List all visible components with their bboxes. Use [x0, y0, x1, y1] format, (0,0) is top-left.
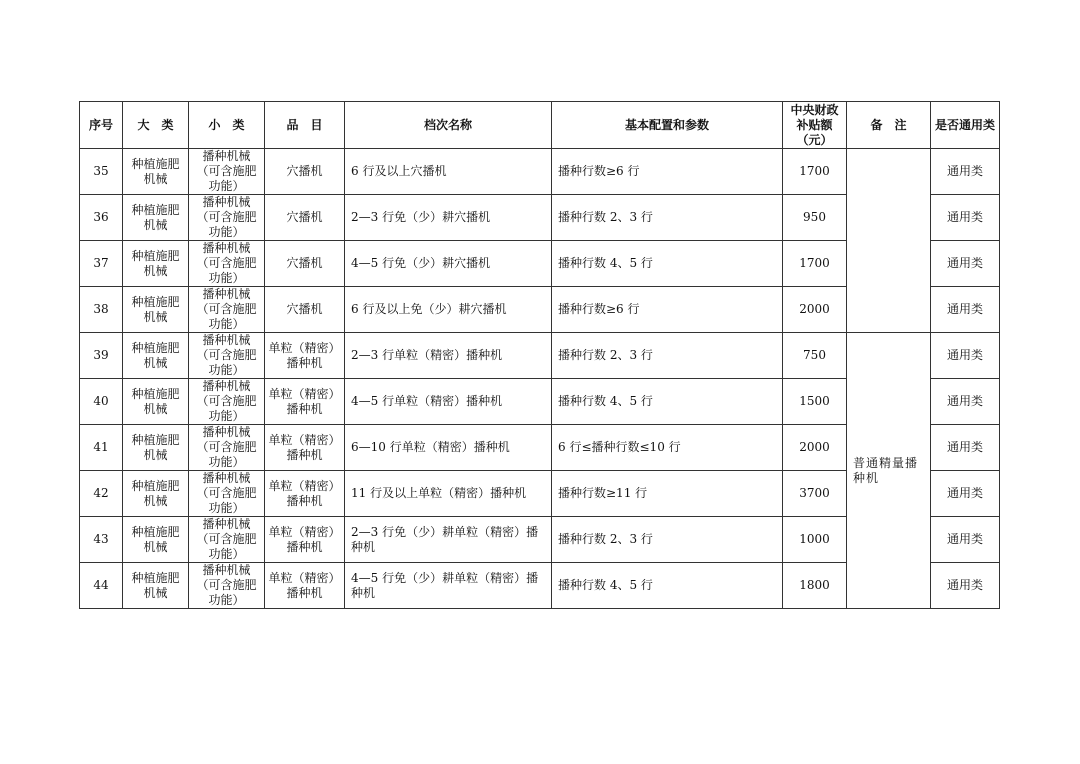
cell-general: 通用类 [931, 471, 1000, 517]
cell-item: 穴播机 [265, 287, 345, 333]
cell-item: 单粒（精密）播种机 [265, 425, 345, 471]
cell-config: 6 行≤播种行数≤10 行 [552, 425, 783, 471]
cell-subsidy: 2000 [783, 425, 847, 471]
cell-major: 种植施肥机械 [123, 287, 189, 333]
cell-subsidy: 950 [783, 195, 847, 241]
cell-general: 通用类 [931, 425, 1000, 471]
header-seq: 序号 [80, 102, 123, 149]
header-subsidy: 中央财政补贴额（元） [783, 102, 847, 149]
cell-minor: 播种机械（可含施肥功能） [189, 287, 265, 333]
cell-seq: 38 [80, 287, 123, 333]
cell-major: 种植施肥机械 [123, 471, 189, 517]
cell-subsidy: 2000 [783, 287, 847, 333]
cell-minor: 播种机械（可含施肥功能） [189, 563, 265, 609]
cell-minor: 播种机械（可含施肥功能） [189, 425, 265, 471]
cell-general: 通用类 [931, 149, 1000, 195]
cell-general: 通用类 [931, 333, 1000, 379]
table-row [80, 333, 1000, 379]
cell-minor: 播种机械（可含施肥功能） [189, 149, 265, 195]
cell-minor: 播种机械（可含施肥功能） [189, 333, 265, 379]
cell-grade: 4—5 行单粒（精密）播种机 [345, 379, 552, 425]
cell-major: 种植施肥机械 [123, 425, 189, 471]
cell-general: 通用类 [931, 287, 1000, 333]
cell-config: 播种行数 2、3 行 [552, 195, 783, 241]
cell-config: 播种行数 4、5 行 [552, 563, 783, 609]
cell-seq: 44 [80, 563, 123, 609]
cell-general: 通用类 [931, 241, 1000, 287]
cell-subsidy: 1500 [783, 379, 847, 425]
cell-major: 种植施肥机械 [123, 563, 189, 609]
cell-config: 播种行数 4、5 行 [552, 379, 783, 425]
cell-grade: 2—3 行免（少）耕单粒（精密）播种机 [345, 517, 552, 563]
cell-major: 种植施肥机械 [123, 379, 189, 425]
cell-remark-empty [847, 149, 931, 333]
cell-config: 播种行数 2、3 行 [552, 333, 783, 379]
cell-grade: 4—5 行免（少）耕穴播机 [345, 241, 552, 287]
cell-general: 通用类 [931, 379, 1000, 425]
cell-config: 播种行数≥11 行 [552, 471, 783, 517]
cell-grade: 6 行及以上穴播机 [345, 149, 552, 195]
cell-grade: 6—10 行单粒（精密）播种机 [345, 425, 552, 471]
cell-item: 单粒（精密）播种机 [265, 333, 345, 379]
header-remark: 备 注 [847, 102, 931, 149]
cell-minor: 播种机械（可含施肥功能） [189, 241, 265, 287]
cell-general: 通用类 [931, 517, 1000, 563]
cell-remark: 普通精量播种机 [847, 333, 931, 609]
header-item: 品 目 [265, 102, 345, 149]
cell-subsidy: 1700 [783, 149, 847, 195]
header-minor: 小 类 [189, 102, 265, 149]
cell-config: 播种行数≥6 行 [552, 149, 783, 195]
cell-config: 播种行数 2、3 行 [552, 517, 783, 563]
header-grade: 档次名称 [345, 102, 552, 149]
cell-item: 穴播机 [265, 195, 345, 241]
cell-config: 播种行数≥6 行 [552, 287, 783, 333]
cell-grade: 11 行及以上单粒（精密）播种机 [345, 471, 552, 517]
cell-major: 种植施肥机械 [123, 333, 189, 379]
header-major: 大 类 [123, 102, 189, 149]
cell-subsidy: 1000 [783, 517, 847, 563]
cell-config: 播种行数 4、5 行 [552, 241, 783, 287]
cell-seq: 41 [80, 425, 123, 471]
cell-seq: 37 [80, 241, 123, 287]
cell-item: 单粒（精密）播种机 [265, 379, 345, 425]
cell-item: 穴播机 [265, 241, 345, 287]
cell-grade: 4—5 行免（少）耕单粒（精密）播种机 [345, 563, 552, 609]
table-row [80, 149, 1000, 195]
cell-general: 通用类 [931, 563, 1000, 609]
cell-general: 通用类 [931, 195, 1000, 241]
cell-seq: 42 [80, 471, 123, 517]
cell-item: 单粒（精密）播种机 [265, 471, 345, 517]
cell-subsidy: 750 [783, 333, 847, 379]
cell-item: 单粒（精密）播种机 [265, 517, 345, 563]
cell-seq: 36 [80, 195, 123, 241]
cell-minor: 播种机械（可含施肥功能） [189, 471, 265, 517]
cell-minor: 播种机械（可含施肥功能） [189, 379, 265, 425]
cell-minor: 播种机械（可含施肥功能） [189, 517, 265, 563]
cell-seq: 43 [80, 517, 123, 563]
cell-major: 种植施肥机械 [123, 241, 189, 287]
cell-major: 种植施肥机械 [123, 517, 189, 563]
cell-minor: 播种机械（可含施肥功能） [189, 195, 265, 241]
cell-subsidy: 3700 [783, 471, 847, 517]
cell-grade: 2—3 行免（少）耕穴播机 [345, 195, 552, 241]
cell-grade: 6 行及以上免（少）耕穴播机 [345, 287, 552, 333]
cell-major: 种植施肥机械 [123, 195, 189, 241]
cell-subsidy: 1800 [783, 563, 847, 609]
cell-seq: 40 [80, 379, 123, 425]
cell-item: 穴播机 [265, 149, 345, 195]
cell-grade: 2—3 行单粒（精密）播种机 [345, 333, 552, 379]
subsidy-table [79, 101, 1000, 609]
header-config: 基本配置和参数 [552, 102, 783, 149]
cell-seq: 39 [80, 333, 123, 379]
cell-major: 种植施肥机械 [123, 149, 189, 195]
header-general: 是否通用类 [931, 102, 1000, 149]
cell-seq: 35 [80, 149, 123, 195]
table-body [80, 149, 1000, 609]
cell-subsidy: 1700 [783, 241, 847, 287]
cell-item: 单粒（精密）播种机 [265, 563, 345, 609]
table-header-row [80, 102, 1000, 149]
